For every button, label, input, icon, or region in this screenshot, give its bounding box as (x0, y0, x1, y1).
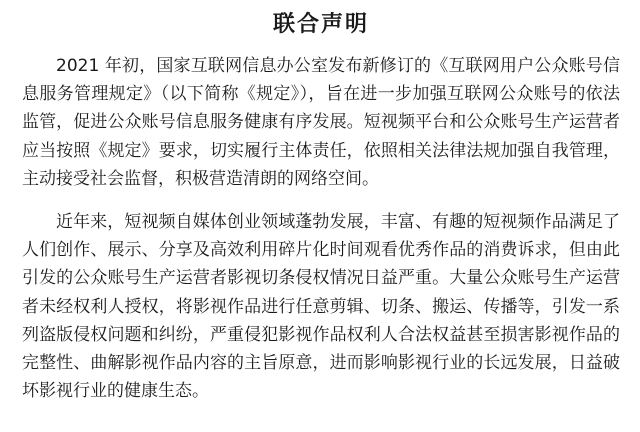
paragraph-1: 2021 年初，国家互联网信息办公室发布新修订的《互联网用户公众账号信息服务管理规定》（以下简称《规定》），旨在进一步加强互联网公众账号的依法监管，促进公众账号信息服务健康有序发展。短视频平台和公众账号生产运营者应当按照《规定》要求，切实履行主体责任，依照相关法律法规加强自我管理，主动接受社会监督，积极营造清朗的网络空间。 (22, 56, 620, 189)
paragraph-2: 近年来，短视频自媒体创业领域蓬勃发展，丰富、有趣的短视频作品满足了人们创作、展示、分享及高效利用碎片化时间观看优秀作品的消费诉求，但由此引发的公众账号生产运营者影视切条侵权情况日益严重。大量公众账号生产运营者未经权利人授权，将影视作品进行任意剪辑、切条、搬运、传播等，引发一系列盗版侵权问题和纠纷，严重侵犯影视作品权利人合法权益甚至损害影视作品的完整性、曲解影视作品内容的主旨原意，进而影响影视行业的长远发展，日益破坏影视行业的健康生态。 (22, 212, 620, 402)
document-title: 联合声明 (272, 12, 369, 37)
